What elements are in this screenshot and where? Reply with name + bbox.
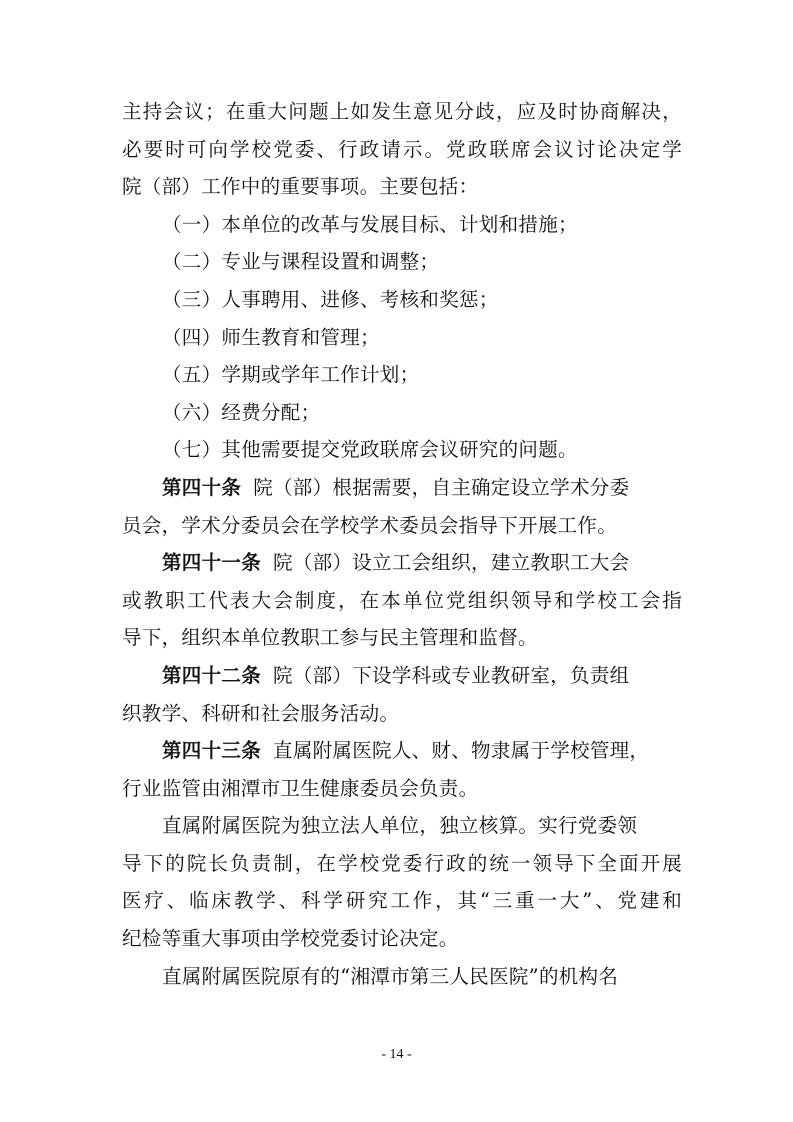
list-item-1: （一）本单位的改革与发展目标、计划和措施；	[162, 212, 578, 236]
article-41-text: 院（部）设立工会组织，建立教职工大会	[273, 551, 630, 575]
text-line: 或教职工代表大会制度，在本单位党组织领导和学校工会指	[122, 588, 682, 612]
body-text	[122, 93, 682, 995]
article-43-line	[122, 732, 682, 770]
article-41-heading: 第四十一条	[162, 551, 262, 575]
article-40-text: 院（部）根据需要，自主确定设立学术分委	[253, 475, 630, 499]
page-number: - 14 -	[381, 1047, 412, 1062]
text-line: 员会，学术分委员会在学校学术委员会指导下开展工作。	[122, 513, 618, 537]
list-item-5: （五）学期或学年工作计划；	[162, 363, 420, 387]
text-line: 导下的院长负责制，在学校党委行政的统一领导下全面开展	[122, 851, 682, 875]
text-line: 行业监管由湘潭市卫生健康委员会负责。	[122, 776, 479, 800]
list-item-2: （二）专业与课程设置和调整；	[162, 250, 440, 274]
text-line: 导下，组织本单位教职工参与民主管理和监督。	[122, 626, 538, 650]
list-item-3: （三）人事聘用、进修、考核和奖惩；	[162, 287, 499, 311]
text-line: 必要时可向学校党委、行政请示。党政联席会议讨论决定学	[122, 137, 682, 161]
text-line: 院（部）工作中的重要事项。主要包括：	[122, 175, 479, 199]
paragraph-line: 直属附属医院为独立法人单位，独立核算。实行党委领	[162, 814, 638, 838]
text-line: 主持会议；在重大问题上如发生意见分歧，应及时协商解决，	[122, 100, 682, 123]
article-43-heading: 第四十三条	[162, 739, 262, 763]
text-line: 织教学、科研和社会服务活动。	[122, 701, 400, 725]
article-40-line	[122, 469, 682, 507]
article-42-heading: 第四十二条	[162, 663, 262, 687]
article-40-heading: 第四十条	[162, 475, 242, 499]
article-42-text: 院（部）下设学科或专业教研室，负责组	[273, 663, 630, 687]
article-42-line	[122, 657, 682, 695]
paragraph-line: 直属附属医院原有的“湘潭市第三人民医院”的机构名	[162, 964, 619, 988]
list-item-6: （六）经费分配；	[162, 400, 321, 424]
list-item-4: （四）师生教育和管理；	[162, 325, 380, 349]
article-43-text: 直属附属医院人、财、物隶属于学校管理，	[273, 739, 650, 763]
text-line: 纪检等重大事项由学校党委讨论决定。	[122, 927, 459, 951]
text-line: 医疗、临床教学、科学研究工作，其“三重一大”、党建和	[122, 889, 682, 913]
article-41-line	[122, 544, 682, 582]
list-item-7: （七）其他需要提交党政联席会议研究的问题。	[162, 438, 578, 462]
